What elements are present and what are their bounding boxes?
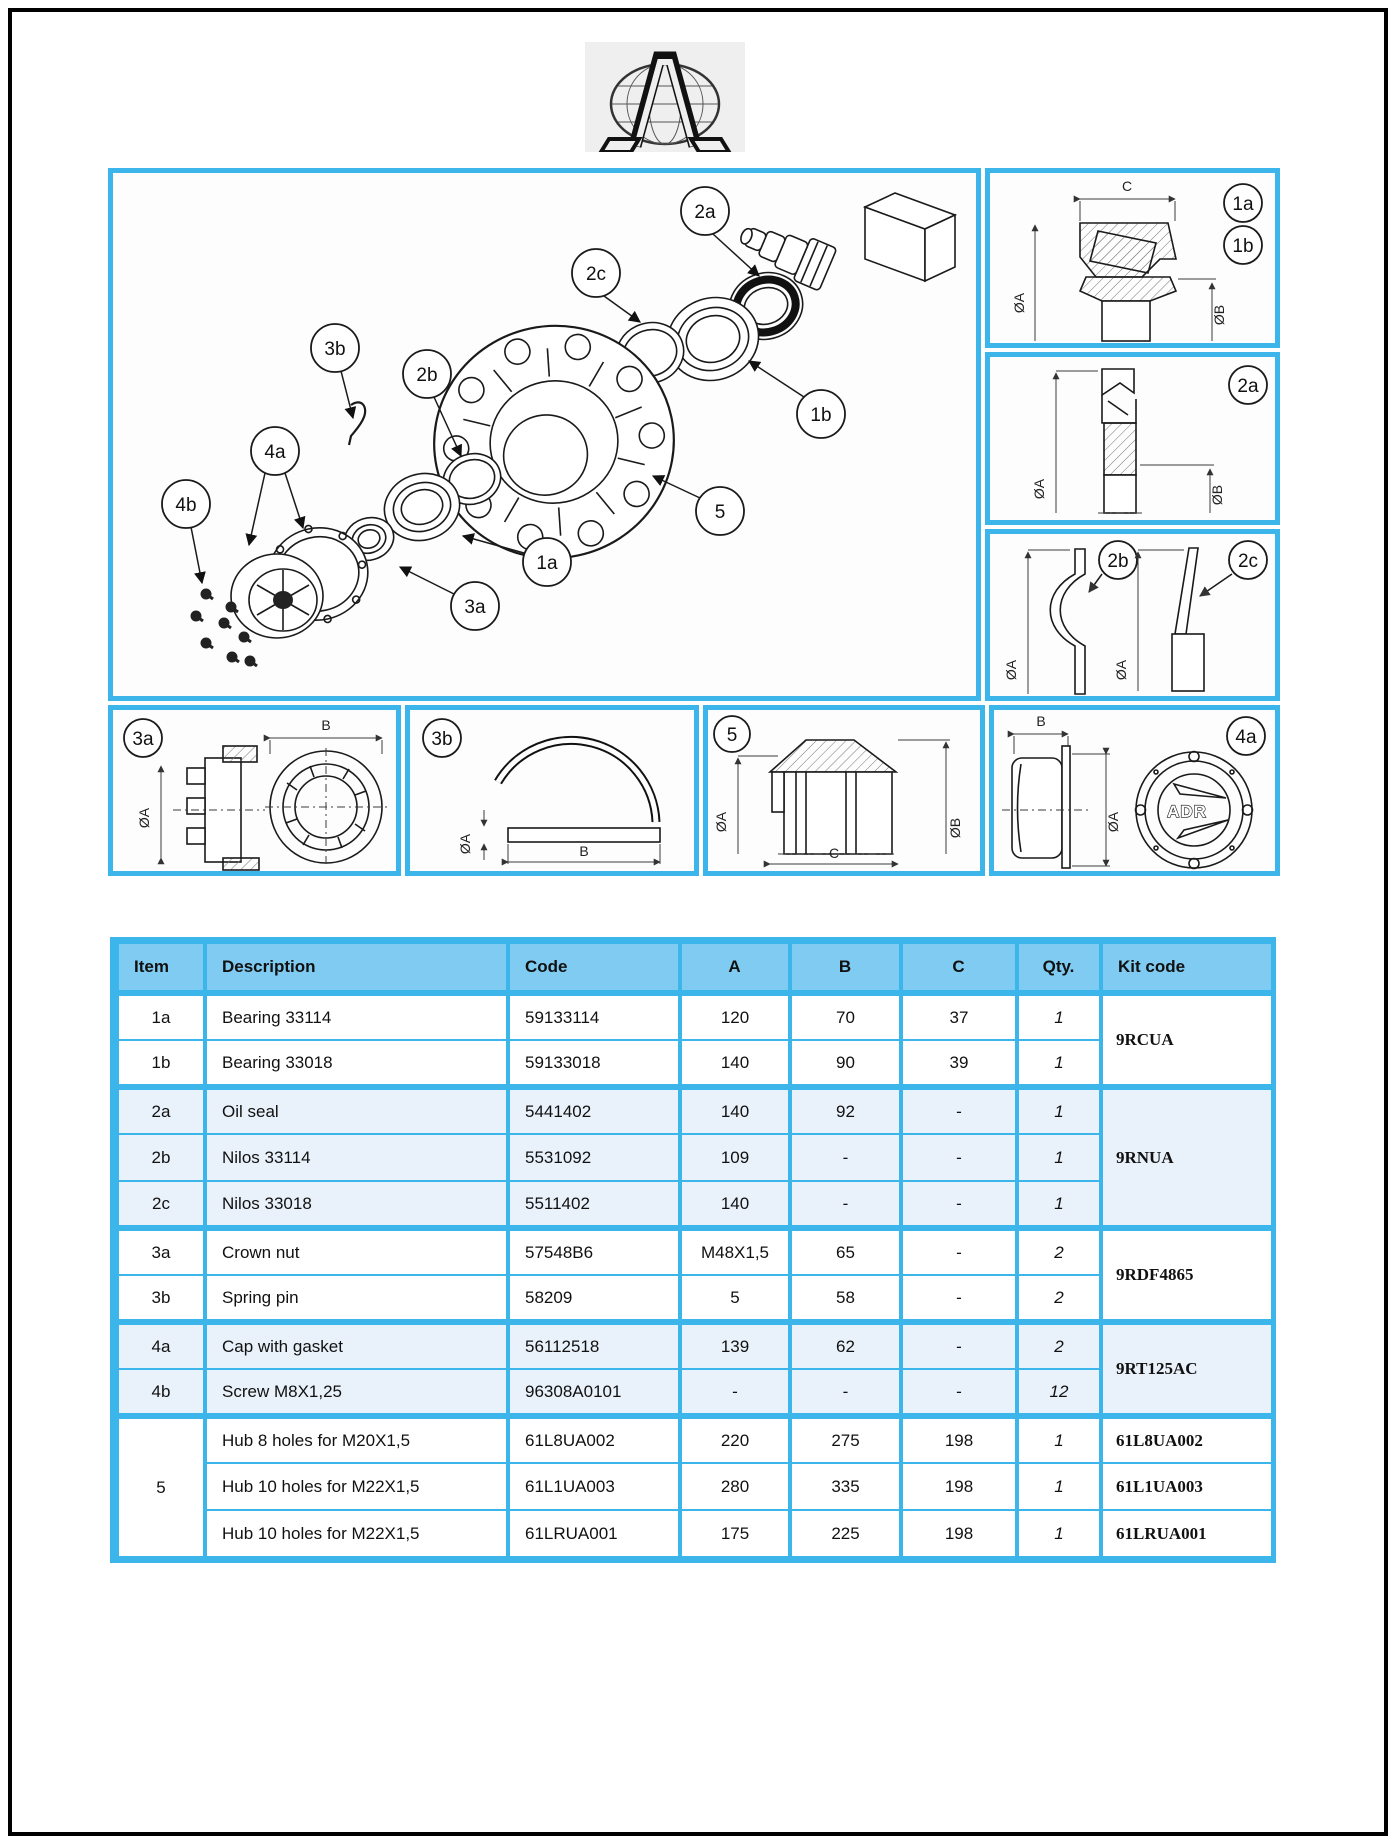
dim-c-cell: - xyxy=(901,1322,1017,1369)
svg-text:3b: 3b xyxy=(324,339,346,360)
panel-label-3a xyxy=(124,719,162,757)
dim-b-cell: 65 xyxy=(790,1228,901,1275)
callout-2c xyxy=(572,249,620,297)
qty-cell: 1 xyxy=(1017,1510,1101,1557)
code-cell: 61LRUA001 xyxy=(508,1510,680,1557)
cap-front-view xyxy=(1136,752,1253,869)
svg-text:1b: 1b xyxy=(1232,236,1254,257)
column-header: Code xyxy=(508,943,680,993)
item-cell: 4a xyxy=(117,1322,205,1369)
svg-text:1a: 1a xyxy=(1232,194,1254,215)
svg-text:5: 5 xyxy=(726,725,738,746)
table-row xyxy=(117,1369,1273,1416)
description-cell: Bearing 33018 xyxy=(205,1040,508,1087)
dim-b-cell: - xyxy=(790,1134,901,1181)
cap-part xyxy=(231,554,323,638)
qty-cell: 1 xyxy=(1017,1416,1101,1463)
code-cell: 58209 xyxy=(508,1275,680,1322)
code-cell: 56112518 xyxy=(508,1322,680,1369)
kit-code-cell: 9RNUA xyxy=(1101,1087,1273,1228)
dim-a-cell: 175 xyxy=(680,1510,790,1557)
panel-label-2c xyxy=(1229,541,1267,579)
column-header: B xyxy=(790,943,901,993)
panel-label-3b xyxy=(423,719,461,757)
dim-a-cell: 109 xyxy=(680,1134,790,1181)
qty-cell: 1 xyxy=(1017,1463,1101,1510)
svg-text:2b: 2b xyxy=(1107,551,1129,572)
dim-a-cell: 120 xyxy=(680,993,790,1040)
stylized-a-icon xyxy=(601,58,729,152)
dim-c-cell: 198 xyxy=(901,1463,1017,1510)
item-cell: 3a xyxy=(117,1228,205,1275)
table-row xyxy=(117,1134,1273,1181)
code-cell: 61L8UA002 xyxy=(508,1416,680,1463)
qty-cell: 2 xyxy=(1017,1228,1101,1275)
code-cell: 61L1UA003 xyxy=(508,1463,680,1510)
dim-b-cell: 92 xyxy=(790,1087,901,1134)
dim-c-cell: - xyxy=(901,1181,1017,1228)
table-row xyxy=(117,1087,1273,1134)
callout-2b xyxy=(403,350,451,398)
qty-cell: 1 xyxy=(1017,1040,1101,1087)
qty-cell: 1 xyxy=(1017,993,1101,1040)
svg-text:2c: 2c xyxy=(1237,551,1259,572)
oil-seal-section-drawing xyxy=(990,357,1275,520)
kit-code-cell: 61LRUA001 xyxy=(1101,1510,1273,1557)
column-header: Item xyxy=(117,943,205,993)
bearing-section-panel xyxy=(985,168,1280,348)
svg-text:2c: 2c xyxy=(585,264,607,285)
svg-text:B: B xyxy=(321,717,331,733)
svg-text:4b: 4b xyxy=(175,495,197,516)
callout-3a xyxy=(451,582,499,630)
svg-text:ØA: ØA xyxy=(1031,478,1047,500)
parts-table-wrapper xyxy=(110,937,1276,1563)
dim-b-cell: 335 xyxy=(790,1463,901,1510)
nilos-section-panel xyxy=(985,529,1280,701)
dim-c-cell: - xyxy=(901,1275,1017,1322)
column-header: Kit code xyxy=(1101,943,1273,993)
kit-code-cell: 9RT125AC xyxy=(1101,1322,1273,1416)
item-cell: 1b xyxy=(117,1040,205,1087)
svg-text:ØA: ØA xyxy=(1011,292,1027,314)
qty-cell: 1 xyxy=(1017,1181,1101,1228)
qty-cell: 2 xyxy=(1017,1322,1101,1369)
parts-table xyxy=(115,942,1275,1558)
dim-c-cell: 198 xyxy=(901,1510,1017,1557)
dim-b-cell: - xyxy=(790,1369,901,1416)
callout-4a xyxy=(251,427,299,475)
description-cell: Hub 10 holes for M22X1,5 xyxy=(205,1510,508,1557)
svg-text:3b: 3b xyxy=(431,729,453,750)
table-row xyxy=(117,1322,1273,1369)
description-cell: Nilos 33114 xyxy=(205,1134,508,1181)
svg-text:3a: 3a xyxy=(132,729,154,750)
svg-text:4a: 4a xyxy=(264,442,286,463)
callout-3b xyxy=(311,324,359,372)
svg-text:B: B xyxy=(579,843,589,859)
dim-b-cell: 62 xyxy=(790,1322,901,1369)
dim-c-cell: - xyxy=(901,1228,1017,1275)
description-cell: Spring pin xyxy=(205,1275,508,1322)
svg-text:ØA: ØA xyxy=(1113,659,1129,681)
svg-text:ØA: ØA xyxy=(1003,659,1019,681)
code-cell: 96308A0101 xyxy=(508,1369,680,1416)
svg-text:2b: 2b xyxy=(416,365,438,386)
svg-text:ØB: ØB xyxy=(1209,484,1225,506)
dim-a-cell: - xyxy=(680,1369,790,1416)
hub-section-panel xyxy=(703,705,985,876)
dim-a-cell: 220 xyxy=(680,1416,790,1463)
table-row xyxy=(117,1416,1273,1463)
svg-text:5: 5 xyxy=(714,502,726,523)
panel-label-1b xyxy=(1224,226,1262,264)
dim-a-cell: 280 xyxy=(680,1463,790,1510)
qty-cell: 12 xyxy=(1017,1369,1101,1416)
dim-c-cell: 198 xyxy=(901,1416,1017,1463)
svg-text:ØA: ØA xyxy=(713,811,729,833)
panel-label-2a xyxy=(1229,366,1267,404)
item-cell: 2b xyxy=(117,1134,205,1181)
code-cell: 57548B6 xyxy=(508,1228,680,1275)
dim-b-cell: 70 xyxy=(790,993,901,1040)
crown-nut-panel xyxy=(108,705,401,876)
exploded-view-panel xyxy=(108,168,981,701)
item-cell: 4b xyxy=(117,1369,205,1416)
table-row xyxy=(117,1040,1273,1087)
dim-b-cell: 58 xyxy=(790,1275,901,1322)
panel-label-5 xyxy=(714,716,750,752)
dim-c-cell: 37 xyxy=(901,993,1017,1040)
callout-5 xyxy=(696,487,744,535)
table-row xyxy=(117,1463,1273,1510)
table-row xyxy=(117,1228,1273,1275)
callout-4b xyxy=(162,480,210,528)
column-header: A xyxy=(680,943,790,993)
hub-section-drawing xyxy=(708,710,980,871)
item-cell: 5 xyxy=(117,1416,205,1557)
description-cell: Hub 8 holes for M20X1,5 xyxy=(205,1416,508,1463)
dim-a-cell: 140 xyxy=(680,1040,790,1087)
svg-text:2a: 2a xyxy=(694,202,716,223)
description-cell: Hub 10 holes for M22X1,5 xyxy=(205,1463,508,1510)
nilos-section-drawing xyxy=(990,534,1275,696)
dim-b-cell: 90 xyxy=(790,1040,901,1087)
dim-b-cell: 275 xyxy=(790,1416,901,1463)
svg-text:B: B xyxy=(1036,713,1046,729)
spring-pin-drawing xyxy=(410,710,694,871)
callout-1a xyxy=(523,538,571,586)
item-cell: 2c xyxy=(117,1181,205,1228)
dim-a-cell: 140 xyxy=(680,1181,790,1228)
qty-cell: 2 xyxy=(1017,1275,1101,1322)
panel-label-2b xyxy=(1099,541,1137,579)
svg-text:3a: 3a xyxy=(464,597,486,618)
svg-text:C: C xyxy=(828,845,840,861)
svg-text:ØA: ØA xyxy=(136,807,152,829)
cap-face-text: ADR xyxy=(1167,802,1207,821)
dim-c-cell: 39 xyxy=(901,1040,1017,1087)
kit-code-cell: 61L8UA002 xyxy=(1101,1416,1273,1463)
panel-label-1a xyxy=(1224,184,1262,222)
svg-text:ØB: ØB xyxy=(947,817,963,839)
column-header: Description xyxy=(205,943,508,993)
dim-a-cell: 5 xyxy=(680,1275,790,1322)
cap-drawing xyxy=(994,710,1275,871)
dim-c-cell: - xyxy=(901,1087,1017,1134)
code-cell: 59133114 xyxy=(508,993,680,1040)
item-cell: 1a xyxy=(117,993,205,1040)
description-cell: Oil seal xyxy=(205,1087,508,1134)
spring-pin-part xyxy=(349,402,365,445)
description-cell: Nilos 33018 xyxy=(205,1181,508,1228)
exploded-view-drawing xyxy=(113,173,976,696)
bearing-section-drawing xyxy=(990,173,1275,343)
description-cell: Bearing 33114 xyxy=(205,993,508,1040)
description-cell: Screw M8X1,25 xyxy=(205,1369,508,1416)
code-cell: 5531092 xyxy=(508,1134,680,1181)
qty-cell: 1 xyxy=(1017,1087,1101,1134)
table-row xyxy=(117,1510,1273,1557)
description-cell: Crown nut xyxy=(205,1228,508,1275)
table-row xyxy=(117,1275,1273,1322)
spring-pin-panel xyxy=(405,705,699,876)
adr-logo-drawing xyxy=(585,42,745,152)
globe-icon xyxy=(611,64,719,144)
svg-text:1b: 1b xyxy=(810,405,832,426)
dim-c-cell: - xyxy=(901,1134,1017,1181)
code-cell: 59133018 xyxy=(508,1040,680,1087)
cap-panel xyxy=(989,705,1280,876)
svg-text:2a: 2a xyxy=(1237,376,1259,397)
svg-text:C: C xyxy=(1121,178,1133,194)
kit-code-cell: 9RCUA xyxy=(1101,993,1273,1087)
table-row xyxy=(117,1181,1273,1228)
parts-table-body xyxy=(117,993,1273,1557)
parts-table-head xyxy=(117,943,1273,993)
dim-c-cell: - xyxy=(901,1369,1017,1416)
column-header: C xyxy=(901,943,1017,993)
panel-label-4a xyxy=(1227,717,1265,755)
table-row xyxy=(117,993,1273,1040)
dim-b-cell: - xyxy=(790,1181,901,1228)
svg-text:ØB: ØB xyxy=(1211,304,1227,326)
item-cell: 2a xyxy=(117,1087,205,1134)
column-header: Qty. xyxy=(1017,943,1101,993)
dim-a-cell: M48X1,5 xyxy=(680,1228,790,1275)
callout-1b xyxy=(797,390,845,438)
kit-code-cell: 61L1UA003 xyxy=(1101,1463,1273,1510)
oil-seal-section-panel xyxy=(985,352,1280,525)
svg-text:1a: 1a xyxy=(536,553,558,574)
svg-text:ØA: ØA xyxy=(457,833,473,855)
crown-nut-drawing xyxy=(113,710,396,871)
callout-2a xyxy=(681,187,729,235)
item-cell: 3b xyxy=(117,1275,205,1322)
adr-logo xyxy=(585,42,745,152)
description-cell: Cap with gasket xyxy=(205,1322,508,1369)
svg-text:4a: 4a xyxy=(1235,727,1257,748)
kit-code-cell: 9RDF4865 xyxy=(1101,1228,1273,1322)
code-cell: 5511402 xyxy=(508,1181,680,1228)
dim-a-cell: 140 xyxy=(680,1087,790,1134)
code-cell: 5441402 xyxy=(508,1087,680,1134)
qty-cell: 1 xyxy=(1017,1134,1101,1181)
dim-b-cell: 225 xyxy=(790,1510,901,1557)
dim-a-cell: 139 xyxy=(680,1322,790,1369)
svg-text:ØA: ØA xyxy=(1105,811,1121,833)
